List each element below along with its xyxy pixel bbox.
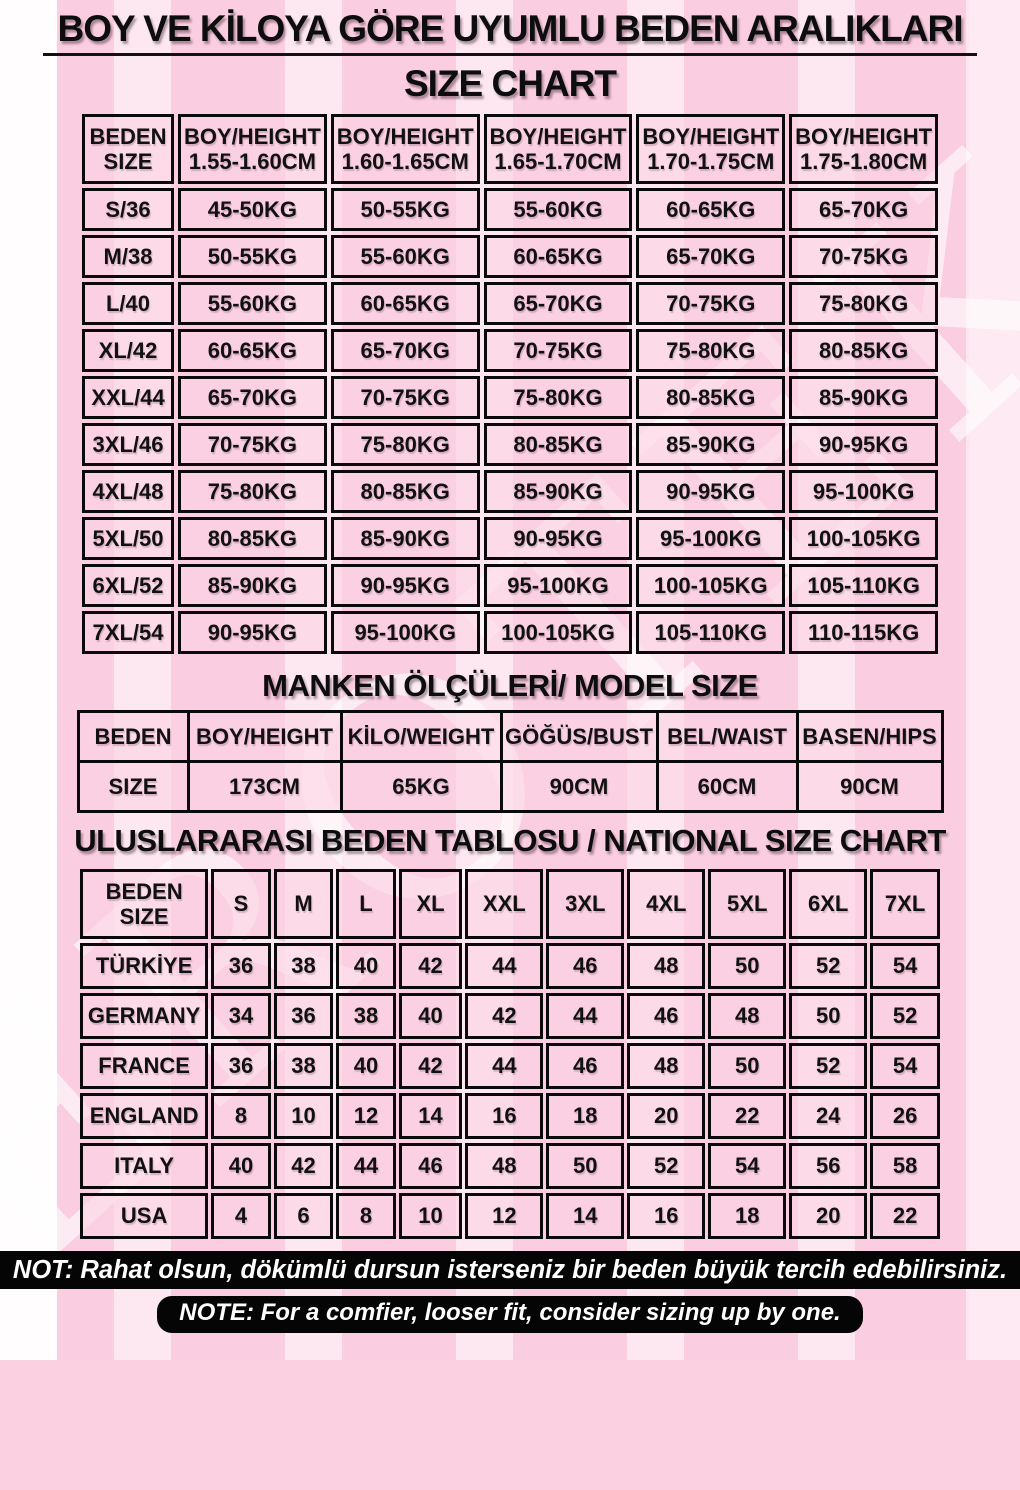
weight-cell: 80-85KG [178, 517, 327, 560]
weight-cell: 65-70KG [636, 235, 785, 278]
value-cell: 50 [789, 993, 867, 1039]
size-cell: 6XL/52 [82, 564, 174, 607]
value-cell: 8 [211, 1093, 271, 1139]
value-cell: 52 [789, 943, 867, 989]
value-cell: 48 [627, 943, 705, 989]
table-row [78, 762, 942, 812]
size-header-cell: 7XL [870, 869, 940, 939]
value-cell: 52 [789, 1043, 867, 1089]
intl-size-title: ULUSLARARASI BEDEN TABLOSU / NATIONAL SIZE CHART [74, 823, 946, 858]
model-value-cell: 90CM [501, 762, 657, 812]
height-range: 1.75-1.80CM [800, 149, 928, 174]
note-english: NOTE: For a comfier, looser fit, consider sizing up by one. [157, 1296, 862, 1333]
value-cell: 12 [336, 1093, 396, 1139]
note-turkish: NOT: Rahat olsun, dökümlü dursun isterseniz bir beden büyük tercih edebilirsiniz. [0, 1251, 1020, 1289]
value-cell: 46 [627, 993, 705, 1039]
value-cell: 22 [708, 1093, 786, 1139]
value-cell: 16 [465, 1093, 543, 1139]
height-range: 1.65-1.70CM [494, 149, 622, 174]
weight-cell: 80-85KG [484, 423, 633, 466]
value-cell: 44 [336, 1143, 396, 1189]
size-cell: XXL/44 [82, 376, 174, 419]
value-cell: 20 [627, 1093, 705, 1139]
table-row [82, 188, 938, 231]
height-label: BOY/HEIGHT [642, 123, 780, 149]
value-cell: 50 [546, 1143, 624, 1189]
weight-cell: 75-80KG [331, 423, 480, 466]
value-cell: 46 [546, 1043, 624, 1089]
weight-cell: 55-60KG [178, 282, 327, 325]
model-header-cell: KİLO/WEIGHT [341, 712, 501, 762]
country-cell: GERMANY [80, 993, 208, 1039]
value-cell: 44 [465, 943, 543, 989]
weight-cell: 50-55KG [331, 188, 480, 231]
corner-header-line1: BEDEN [105, 878, 183, 904]
height-range: 1.70-1.75CM [647, 149, 775, 174]
value-cell: 54 [870, 1043, 940, 1089]
size-header-cell: 6XL [789, 869, 867, 939]
corner-header-line2: SIZE [119, 904, 169, 929]
value-cell: 46 [546, 943, 624, 989]
weight-cell: 85-90KG [484, 470, 633, 513]
weight-cell: 80-85KG [636, 376, 785, 419]
weight-cell: 95-100KG [331, 611, 480, 654]
country-cell: ENGLAND [80, 1093, 208, 1139]
value-cell: 36 [274, 993, 334, 1039]
country-cell: USA [80, 1193, 208, 1239]
table-row [82, 329, 938, 372]
value-cell: 46 [399, 1143, 463, 1189]
value-cell: 6 [274, 1193, 334, 1239]
weight-cell: 65-70KG [484, 282, 633, 325]
value-cell: 14 [399, 1093, 463, 1139]
weight-cell: 75-80KG [484, 376, 633, 419]
size-header-cell: XL [399, 869, 463, 939]
weight-cell: 60-65KG [178, 329, 327, 372]
value-cell: 50 [708, 943, 786, 989]
height-label: BOY/HEIGHT [795, 123, 933, 149]
table-row [82, 376, 938, 419]
value-cell: 8 [336, 1193, 396, 1239]
value-cell: 24 [789, 1093, 867, 1139]
value-cell: 4 [211, 1193, 271, 1239]
value-cell: 52 [870, 993, 940, 1039]
weight-cell: 95-100KG [636, 517, 785, 560]
size-header-cell: 5XL [708, 869, 786, 939]
model-value-cell: SIZE [78, 762, 188, 812]
value-cell: 52 [627, 1143, 705, 1189]
weight-cell: 85-90KG [789, 376, 938, 419]
weight-cell: 100-105KG [484, 611, 633, 654]
value-cell: 22 [870, 1193, 940, 1239]
height-label: BOY/HEIGHT [183, 123, 321, 149]
weight-cell: 105-110KG [789, 564, 938, 607]
weight-cell: 105-110KG [636, 611, 785, 654]
page-subtitle: SIZE CHART [404, 63, 616, 104]
value-cell: 40 [336, 943, 396, 989]
value-cell: 36 [211, 1043, 271, 1089]
weight-cell: 90-95KG [484, 517, 633, 560]
model-header-cell: BEDEN [78, 712, 188, 762]
weight-cell: 85-90KG [636, 423, 785, 466]
table-header-row [80, 869, 940, 939]
weight-cell: 65-70KG [331, 329, 480, 372]
size-cell: L/40 [82, 282, 174, 325]
height-header-cell [484, 114, 633, 184]
table-row [82, 517, 938, 560]
value-cell: 18 [708, 1193, 786, 1239]
weight-cell: 60-65KG [636, 188, 785, 231]
weight-cell: 65-70KG [789, 188, 938, 231]
corner-header-line2: SIZE [103, 149, 153, 174]
page-title: BOY VE KİLOYA GÖRE UYUMLU BEDEN ARALIKLARI [43, 8, 976, 56]
height-header-cell [331, 114, 480, 184]
table-row [82, 564, 938, 607]
value-cell: 10 [399, 1193, 463, 1239]
value-cell: 48 [627, 1043, 705, 1089]
model-value-cell: 60CM [657, 762, 797, 812]
weight-cell: 100-105KG [636, 564, 785, 607]
value-cell: 56 [789, 1143, 867, 1189]
weight-cell: 80-85KG [331, 470, 480, 513]
corner-header-line1: BEDEN [89, 123, 167, 149]
size-header-cell: S [211, 869, 271, 939]
weight-cell: 60-65KG [331, 282, 480, 325]
weight-cell: 55-60KG [484, 188, 633, 231]
model-size-title: MANKEN ÖLÇÜLERİ/ MODEL SIZE [262, 668, 758, 703]
value-cell: 54 [708, 1143, 786, 1189]
weight-cell: 70-75KG [178, 423, 327, 466]
height-header-cell [636, 114, 785, 184]
height-label: BOY/HEIGHT [489, 123, 627, 149]
value-cell: 16 [627, 1193, 705, 1239]
weight-cell: 45-50KG [178, 188, 327, 231]
value-cell: 44 [546, 993, 624, 1039]
country-cell: ITALY [80, 1143, 208, 1189]
value-cell: 34 [211, 993, 271, 1039]
table-header-row [82, 114, 938, 184]
size-header-cell: XXL [465, 869, 543, 939]
size-cell: 3XL/46 [82, 423, 174, 466]
size-cell: 4XL/48 [82, 470, 174, 513]
weight-cell: 90-95KG [331, 564, 480, 607]
corner-header-cell [80, 869, 208, 939]
weight-cell: 55-60KG [331, 235, 480, 278]
table-row [80, 1193, 940, 1239]
weight-cell: 80-85KG [789, 329, 938, 372]
value-cell: 36 [211, 943, 271, 989]
height-range: 1.60-1.65CM [341, 149, 469, 174]
value-cell: 14 [546, 1193, 624, 1239]
value-cell: 42 [399, 1043, 463, 1089]
value-cell: 38 [274, 1043, 334, 1089]
country-cell: TÜRKİYE [80, 943, 208, 989]
size-header-cell: L [336, 869, 396, 939]
model-header-cell: BOY/HEIGHT [188, 712, 341, 762]
model-value-cell: 90CM [797, 762, 942, 812]
weight-cell: 110-115KG [789, 611, 938, 654]
size-header-cell: 4XL [627, 869, 705, 939]
value-cell: 10 [274, 1093, 334, 1139]
international-size-table [77, 865, 943, 1243]
weight-cell: 75-80KG [789, 282, 938, 325]
size-cell: 5XL/50 [82, 517, 174, 560]
value-cell: 58 [870, 1143, 940, 1189]
value-cell: 42 [399, 943, 463, 989]
weight-cell: 95-100KG [789, 470, 938, 513]
weight-cell: 70-75KG [484, 329, 633, 372]
value-cell: 26 [870, 1093, 940, 1139]
height-header-cell [789, 114, 938, 184]
weight-cell: 90-95KG [178, 611, 327, 654]
height-range: 1.55-1.60CM [188, 149, 316, 174]
table-row [80, 1143, 940, 1189]
weight-cell: 70-75KG [789, 235, 938, 278]
value-cell: 48 [708, 993, 786, 1039]
value-cell: 40 [211, 1143, 271, 1189]
weight-cell: 70-75KG [331, 376, 480, 419]
value-cell: 44 [465, 1043, 543, 1089]
table-row [82, 235, 938, 278]
value-cell: 42 [274, 1143, 334, 1189]
weight-cell: 85-90KG [178, 564, 327, 607]
value-cell: 18 [546, 1093, 624, 1139]
model-value-cell: 65KG [341, 762, 501, 812]
value-cell: 38 [274, 943, 334, 989]
table-row [82, 470, 938, 513]
weight-cell: 65-70KG [178, 376, 327, 419]
weight-cell: 100-105KG [789, 517, 938, 560]
weight-cell: 75-80KG [178, 470, 327, 513]
value-cell: 42 [465, 993, 543, 1039]
value-cell: 48 [465, 1143, 543, 1189]
title-wrap [0, 6, 1020, 56]
value-cell: 54 [870, 943, 940, 989]
weight-cell: 70-75KG [636, 282, 785, 325]
size-cell: M/38 [82, 235, 174, 278]
weight-cell: 75-80KG [636, 329, 785, 372]
value-cell: 50 [708, 1043, 786, 1089]
table-row [82, 423, 938, 466]
table-row [82, 282, 938, 325]
value-cell: 20 [789, 1193, 867, 1239]
weight-cell: 85-90KG [331, 517, 480, 560]
value-cell: 38 [336, 993, 396, 1039]
size-weight-table [78, 110, 942, 658]
table-row [80, 1093, 940, 1139]
height-header-cell [178, 114, 327, 184]
value-cell: 40 [336, 1043, 396, 1089]
table-row [80, 1043, 940, 1089]
model-header-cell: BASEN/HIPS [797, 712, 942, 762]
size-cell: XL/42 [82, 329, 174, 372]
corner-header-cell [82, 114, 174, 184]
size-header-cell: 3XL [546, 869, 624, 939]
value-cell: 40 [399, 993, 463, 1039]
value-cell: 12 [465, 1193, 543, 1239]
table-header-row [78, 712, 942, 762]
size-cell: S/36 [82, 188, 174, 231]
model-header-cell: BEL/WAIST [657, 712, 797, 762]
weight-cell: 90-95KG [636, 470, 785, 513]
weight-cell: 95-100KG [484, 564, 633, 607]
weight-cell: 50-55KG [178, 235, 327, 278]
height-label: BOY/HEIGHT [336, 123, 474, 149]
model-value-cell: 173CM [188, 762, 341, 812]
table-row [80, 993, 940, 1039]
country-cell: FRANCE [80, 1043, 208, 1089]
table-row [82, 611, 938, 654]
model-size-table [77, 710, 944, 813]
size-cell: 7XL/54 [82, 611, 174, 654]
size-header-cell: M [274, 869, 334, 939]
weight-cell: 60-65KG [484, 235, 633, 278]
table-row [80, 943, 940, 989]
weight-cell: 90-95KG [789, 423, 938, 466]
model-header-cell: GÖĞÜS/BUST [501, 712, 657, 762]
